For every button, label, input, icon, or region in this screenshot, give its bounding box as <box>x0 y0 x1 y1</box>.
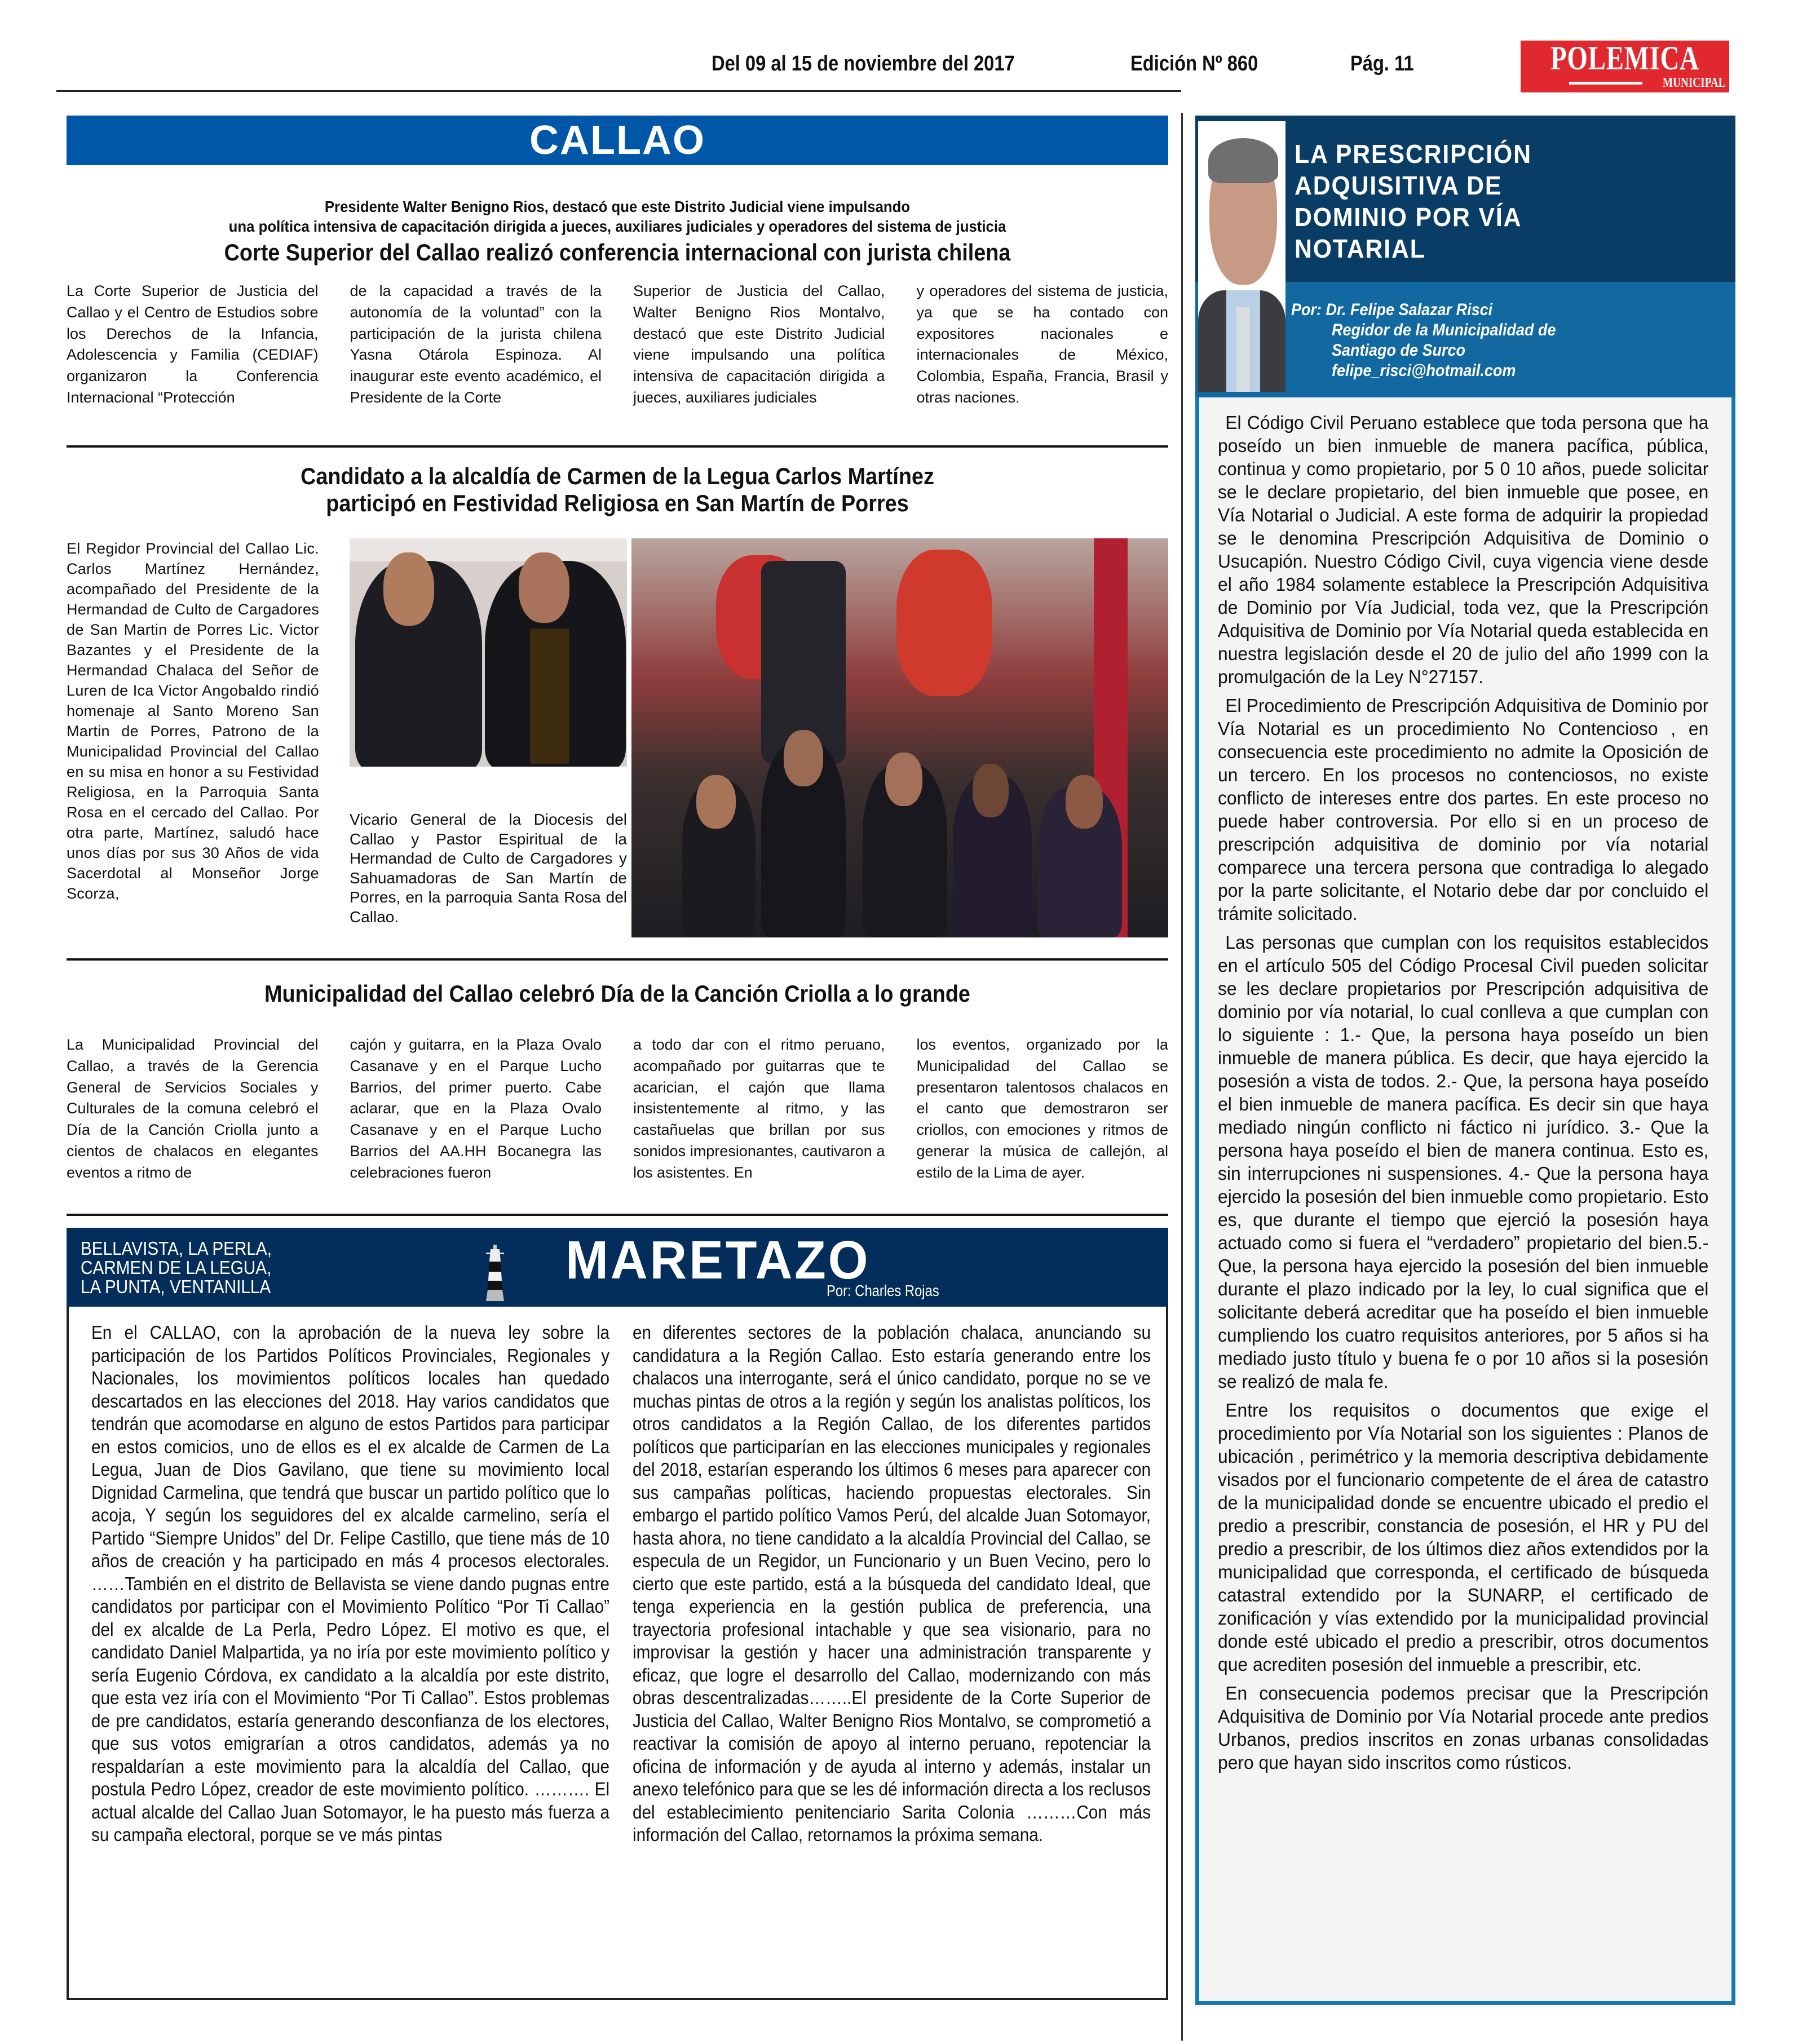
article2-headline-line2: participó en Festividad Religiosa en San Martín de Porres <box>326 490 909 516</box>
opinion-title-line: LA PRESCRIPCIÓN <box>1295 139 1532 169</box>
article3-column: cajón y guitarra, en la Plaza Ovalo Casanave y en el Parque Lucho Barrios, del primer puerto. Cabe aclarar, que en la Plaza Ovalo Casanave y en el Parque Lucho Barrios del AA.HH Bocanegra las celebraciones fueron <box>350 1036 602 1181</box>
article3-body <box>67 1034 1168 1184</box>
article3-column: los eventos, organizado por la Municipalidad del Callao se presentaron talentosos chalacos en el canto que demostraron ser criollos, con emociones y ritmos de generar la música de callejón, al estilo de la Lima de ayer. <box>916 1036 1168 1181</box>
article1-kicker-line2: una política intensiva de capacitación dirigida a jueces, auxiliares judiciales y operadores del sistema de justicia <box>228 218 1006 235</box>
opinion-paragraph: El Procedimiento de Prescripción Adquisitiva de Dominio por Vía Notarial es un procedimiento No Contencioso , en consecuencia este procedimiento no admite la Oposición de un tercero. En los procesos no contenciosos, no existe conflicto de intereses entre dos partes. En este proceso no puede haber controversia. Por ello si en un proceso de prescripción adquisitiva de dominio por vía notarial comparece una tercera persona que contradiga lo alegado por la parte solicitante, el Notario debe dar por concluido el trámite solicitado. <box>1218 696 1709 924</box>
newspaper-logo <box>1521 41 1729 92</box>
article1-kicker-line1: Presidente Walter Benigno Rios, destacó que este Distrito Judicial viene impulsando <box>324 198 911 215</box>
opinion-body <box>1218 412 1708 1780</box>
issue-date: Del 09 al 15 de noviembre del 2017 <box>712 52 1015 76</box>
opinion-byline <box>1291 300 1556 381</box>
author-portrait <box>1198 121 1285 392</box>
logo-bar <box>1569 82 1642 85</box>
article2-body: El Regidor Provincial del Callao Lic. Carlos Martínez Hernández, acompañado del Presidente de la Hermandad de Culto de Cargadores de San Martin de Porres Lic. Victor Bazantes y el Presidente de la Hermandad Chalaca del Señor de Luren de Ica Victor Angobaldo rindió homenaje al Santo Moreno San Martin de Porres, Patrono de la Municipalidad Provincial del Callao en su misa en honor a su Festividad Religiosa, en la Parroquia Santa Rosa en el cercado del Callao. Por otra parte, Martínez, saludó hace unos días por sus 30 Años de vida Sacerdotal al Monseñor Jorge Scorza, <box>67 540 319 902</box>
maretazo-region-line: LA PUNTA, VENTANILLA <box>81 1276 271 1297</box>
section-rule <box>67 445 1168 448</box>
author-role: Regidor de la Municipalidad de <box>1332 321 1556 339</box>
article2-headline-line1: Candidato a la alcaldía de Carmen de la Legua Carlos Martínez <box>301 463 934 489</box>
article1-column: de la capacidad a través de la autonomía de la voluntad” con la participación de la jurista chilena Yasna Otárola Espinoza. Al inaugurar este evento académico, el Presidente de la Corte <box>350 282 602 406</box>
photo-caption: Vicario General de la Diocesis del Callao y Pastor Espiritual de la Hermandad de Culto de Cargadores y Sahuamadoras de San Martín de Porres, en la parroquia Santa Rosa del Callao. <box>350 811 627 926</box>
opinion-paragraph: Las personas que cumplan con los requisitos establecidos en el artículo 505 del Código Procesal Civil pueden solicitar se les declare propietarios por Prescripción adquisitiva de dominio por vía notarial, lo cual conlleva a que cumplan con lo siguiente : 1.- Que, la persona haya poseído un bien inmueble de manera pública. Es decir, que haya ejercido la posesión a vista de todos. 2.- Que, la persona haya poseído el bien inmueble de manera pacífica. Es decir sin que haya mediado ningún conflicto ni fáctico ni jurídico. 3.- Que la persona haya poseído el bien de manera continua. Esto es, sin interrupciones ni suspensiones. 4.- Que la persona haya ejercido la posesión del bien inmueble como propietario. Esto es, que durante el tiempo que ejerció la posesión haya actuado como si fuera el “verdadero” propietario del bien.5.- Que, la persona haya ejercido la posesión del bien inmueble durante el plazo indicado por la ley, lo cual significa que el solicitante deberá acreditar que ha poseído el bien inmueble cumpliendo los cuatro requisitos anteriores, por 5 años si ha mediado justo título y buena fe o por 10 años si la posesión se realizó de mala fe. <box>1218 932 1709 1392</box>
maretazo-title: MARETAZO <box>566 1230 871 1290</box>
photo-hermandad-procession <box>631 538 1168 937</box>
maretazo-body <box>91 1321 1151 1847</box>
maretazo-column: En el CALLAO, con la aprobación de la nueva ley sobre la participación de los Partidos Políticos Provinciales, Regionales y Nacionales, los movimientos políticos locales han quedado descartados en las elecciones del 2018. Hay varios candidatos que tendrán que acomodarse en alguno de estos Partidos para participar en estos comicios, uno de ellos es el ex alcalde de Carmen de La Legua, Juan de Dios Gavilano, que tiene su movimiento local Dignidad Carmelina, que tendrá que buscar un partido político que lo acoja, Y según los seguidores del ex alcalde carmelino, sería el Partido “Siempre Unidos” del Dr. Felipe Castillo, que tiene más de 10 años de creación y ha participado en más 4 procesos electorales. ……También en el distrito de Bellavista se viene dando pugnas entre candidatos por participar con el Movimiento Político “Por Ti Callao” del ex alcalde de La Perla, Pedro López. El motivo es que, el candidato Daniel Malpartida, ya no iría por este movimiento político y sería Eugenio Córdova, ex candidato a la alcaldía por este distrito, que esta vez iría con el Movimiento “Por Ti Callao”. Estos problemas de pre candidatos, estaría generando desconfianza de los electores, que sus votos emigrarían a otros candidatos, además ya no respaldarían a este movimiento para la alcaldía del Callao, que postula Pedro López, creador de este movimiento político. ………. El actual alcalde del Callao Juan Sotomayor, le ha puesto más fuerza a su campaña electoral, porque se ve más pintas <box>91 1322 610 1845</box>
article1-column: Superior de Justicia del Callao, Walter Benigno Rios Montalvo, destacó que este Distrito Judicial viene impulsando una política intensiva de capacitación dirigida a jueces, auxiliares judiciales <box>633 282 885 406</box>
section-rule <box>67 958 1168 961</box>
section-rule <box>67 1214 1168 1216</box>
opinion-title-line: ADQUISITIVA DE <box>1295 171 1503 200</box>
byline-label: Por: <box>1291 300 1322 319</box>
opinion-title-line: DOMINIO POR VÍA <box>1295 202 1522 232</box>
article3-column: La Municipalidad Provincial del Callao, a través de la Gerencia General de Servicios Sociales y Culturales de la comuna celebró el Día de la Canción Criolla junto a cientos de chalacos en elegantes eventos a ritmo de <box>67 1036 319 1181</box>
photo-vicar-and-regidor <box>350 538 627 767</box>
column-divider <box>1181 113 1183 2041</box>
maretazo-region-line: BELLAVISTA, LA PERLA, <box>81 1238 272 1259</box>
article3-column: a todo dar con el ritmo peruano, acompañado por guitarras que te acarician, el cajón que llama insistentemente al ritmo, y las castañuelas que brillan por sus sonidos impresionantes, cautivaron a los asistentes. En <box>633 1036 885 1181</box>
maretazo-byline: Por: Charles Rojas <box>827 1282 939 1299</box>
opinion-paragraph: El Código Civil Peruano establece que toda persona que ha poseído un bien inmueble de manera pacífica, pública, continua y como propietario, por 5 0 10 años, puede solicitar se le declare propietario, del bien inmueble que posee, en Vía Notarial o Judicial. A este forma de adquirir la propiedad se le denomina Prescripción Adquisitiva de Dominio o Usucapión. Nuestro Código Civil, cuya vigencia viene desde el año 1984 solamente establece la Prescripción Adquisitiva de Dominio por Vía Judicial, toda vez, que la Prescripción Adquisitiva de Dominio por Vía Notarial queda establecida en nuestra legislación desde el 20 de julio del año 1999 con la promulgación de la Ley N°27157. <box>1218 413 1709 688</box>
page-number: Pág. 11 <box>1350 52 1414 76</box>
maretazo-region-line: CARMEN DE LA LEGUA, <box>81 1257 272 1278</box>
author-email[interactable]: felipe_risci@hotmail.com <box>1332 361 1516 380</box>
article1-body <box>67 281 1168 409</box>
opinion-paragraph: En consecuencia podemos precisar que la Prescripción Adquisitiva de Dominio por Vía Notarial procede ante predios Urbanos, predios inscritos en zonas urbanas consolidadas pero que hayan sido inscritos como rústicos. <box>1218 1683 1709 1773</box>
maretazo-column: en diferentes sectores de la población chalaca, anunciando su candidatura a la Región Callao. Esto estaría generando entre los chalacos una interrogante, será el único candidato, porque no se ve muchas pintas de otros a la región y según los analistas políticos, los otros candidatos a la Región Callao, de los diferentes partidos políticos que participarían en las elecciones municipales y regionales del 2018, estarían esperando los últimos 6 meses para aparecer con sus campañas políticas, haciendo propuestas electorales. Sin embargo el partido político Vamos Perú, del alcalde Juan Sotomayor, hasta ahora, no tiene candidato a la alcaldía Provincial del Callao, se especula de un Regidor, un Funcionario y un Buen Vecino, pero lo cierto que este partido, está a la búsqueda del candidato Ideal, que tenga experiencia en la gestión publica de preferencia, una trayectoria profesional intachable y que sea visionario, para no improvisar la gestión y hacer una administración transparente y eficaz, que logre el desarrollo del Callao, modernizando con más obras descentralizadas……..El presidente de la Corte Superior de Justicia del Callao, Walter Benigno Rios Montalvo, se comprometió a reactivar la comisión de apoyo al interno peruano, repotenciar la oficina de información y de ayuda al interno y además, instalar un anexo telefónico para que se les dé información directa a los reclusos del establecimiento penitenciario Sarita Colonia ………Con más información del Callao, retornamos la próxima semana. <box>633 1322 1151 1845</box>
article1-column: La Corte Superior de Justicia del Callao y el Centro de Estudios sobre los Derechos de la Infancia, Adolescencia y Familia (CEDIAF) organizaron la Conferencia Internacional “Protección <box>67 282 319 406</box>
author-name: Dr. Felipe Salazar Risci <box>1326 300 1493 319</box>
section-banner: CALLAO <box>67 116 1168 165</box>
opinion-paragraph: Entre los requisitos o documentos que exige el procedimiento por Vía Notarial son los siguientes : Planos de ubicación , perimétrico y la memoria descriptiva debidamente visados por el funcionario competente de el área de catastro de la municipalidad donde se encuentre ubicado el predio el predio a prescribir, constancia de posesión, el HR y PU del predio a prescribir, de los últimos diez años extendidos por la municipalidad que corresponda, el certificado de búsqueda catastral extendido por la SUNARP, el certificado de zonificación y vías extendido por la municipalidad provincial donde esté ubicado el predio a prescribir, otros documentos que acrediten posesión del inmueble a prescribir, etc. <box>1218 1400 1709 1675</box>
article1-column: y operadores del sistema de justicia, ya que se ha contado con expositores nacionales e internacionales de México, Colombia, España, Francia, Brasil y otras naciones. <box>916 282 1168 406</box>
article3-headline: Municipalidad del Callao celebró Día de la Canción Criolla a lo grande <box>264 980 970 1007</box>
author-role: Santiago de Surco <box>1332 341 1466 360</box>
edition-number: Edición Nº 860 <box>1130 52 1258 76</box>
masthead-rule <box>56 90 1181 92</box>
maretazo-regions <box>81 1239 272 1297</box>
opinion-title-line: NOTARIAL <box>1295 234 1426 263</box>
maretazo-header <box>67 1228 1168 1307</box>
lighthouse-icon <box>484 1245 506 1301</box>
logo-main-text: POLEMICA <box>1550 39 1699 77</box>
opinion-title <box>1295 138 1532 264</box>
article1-headline: Corte Superior del Callao realizó conferencia internacional con jurista chilena <box>224 239 1011 266</box>
logo-sub-text: MUNICIPAL <box>1663 75 1726 90</box>
